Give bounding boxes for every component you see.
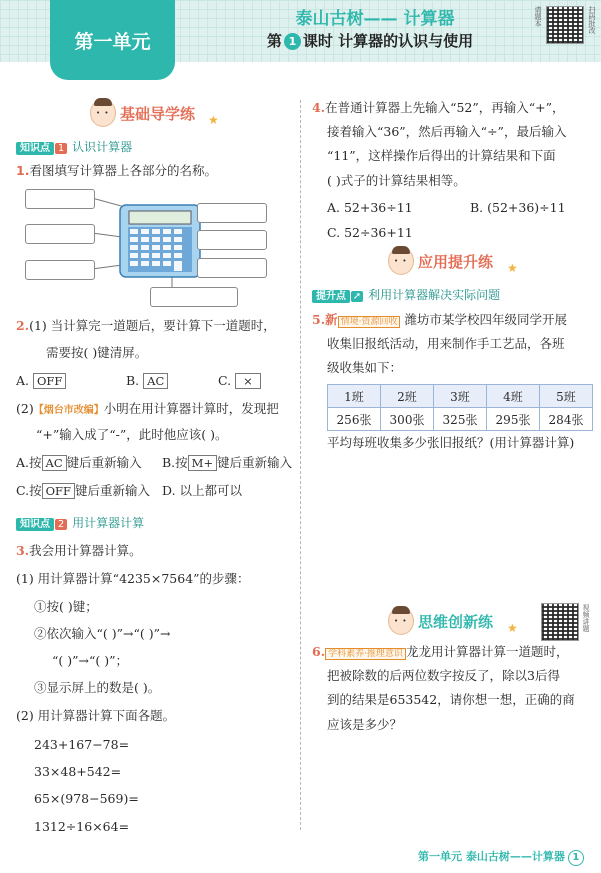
table-cell: 295张 [487,408,540,431]
star-icon: ★ [507,621,518,635]
label-blank-6[interactable] [197,258,267,278]
unit-tab: 第一单元 [50,0,175,80]
q4-option-b[interactable]: B. (52+36)÷11 [470,200,566,215]
star-icon: ★ [507,261,518,275]
newspaper-table [327,384,593,431]
q3-step3: ③显示屏上的数是( )。 [34,680,161,695]
table-cell: 300张 [381,408,434,431]
baby-mascot-icon [90,99,116,127]
ac-key: AC [143,373,168,389]
video-qr-label: 视频讲题 [582,604,590,632]
knowledge-point-1 [16,136,132,155]
video-qr-code-icon[interactable] [541,603,579,641]
source-tag: 【烟台市改编】 [33,405,104,416]
q2-option-b[interactable]: B. AC [126,373,168,389]
star-icon: ★ [208,113,219,127]
question-4: 4.在普通计算器上先输入“52”，再输入“+”， [312,100,565,115]
q4-line3: “11”，这样操作后得出的计算结果和下面 [327,148,556,163]
section-think-heading: 思维创新练 [418,613,494,631]
q4-line4: ( )式子的计算结果相等。 [327,173,466,188]
knowledge-point-2: 知识点 2 用计算器计算 [16,512,144,531]
q5-line2: 收集旧报纸活动，用来制作手工艺品，各班 [327,336,565,351]
label-blank-7[interactable] [150,287,238,307]
question-1: 1.看图填写计算器上各部分的名称。 [16,163,217,178]
label-blank-3[interactable] [25,260,95,280]
table-cell: 256张 [328,408,381,431]
q4-option-a[interactable]: A. 52+36÷11 [327,200,413,215]
expression-3: 65×(978−569)= [34,791,139,806]
q2-2-option-b[interactable]: B.按 M+ 键后重新输入 [162,455,293,470]
m-plus-key: M+ [188,455,217,471]
q6-line3: 到的结果是653542，请你想一想，正确的商 [327,692,575,707]
off-key: OFF [42,483,75,499]
q3-part2: (2) 用计算器计算下面各题。 [16,708,176,723]
kp-number: 1 [55,143,67,154]
q5-question: 平均每班收集多少张旧报纸？(用计算器计算) [327,435,575,450]
new-badge: 新 [325,312,338,327]
q4-option-c[interactable]: C. 52÷36+11 [327,225,413,240]
expression-1: 243+167−78= [34,737,130,752]
table-cell: 284张 [540,408,593,431]
table-header-cell: 2班 [381,385,434,408]
q3-step2: ②依次输入“( )”→“( )”→ [34,626,171,641]
arrow-icon: ➚ [352,291,362,302]
table-header-cell: 1班 [328,385,381,408]
q4-line2: 接着输入“36”，然后再输入“÷”，最后输入 [327,124,567,139]
multiply-key: × [235,373,261,389]
kp-text: 认识计算器 [72,140,133,154]
ac-key: AC [42,455,67,471]
q2-2-option-c[interactable]: C.按 OFF 键后重新输入 [16,483,150,498]
q3-part1: (1) 用计算器计算“4235×7564”的步骤： [16,571,250,586]
table-header-row [328,385,593,408]
question-2-part1: 2.(1) 当计算完一道题后，要计算下一道题时， [16,318,276,333]
series-title: 泰山古树—— 计算器 [295,9,455,29]
table-header-cell: 3班 [434,385,487,408]
q6-line4: 应该是多少？ [327,717,403,732]
context-tag: 情境·资源回收 [338,316,401,328]
section-basic-heading: 基础导学练 [120,105,196,123]
expression-2: 33×48+542= [34,764,122,779]
off-key: OFF [33,373,66,389]
lesson-title: 第 1 课时 计算器的认识与使用 [266,32,474,50]
label-blank-5[interactable] [197,230,267,250]
table-header-cell: 5班 [540,385,593,408]
table-row [328,408,593,431]
improvement-point: 提升点 ➚ 利用计算器解决实际问题 [312,284,500,303]
section-apply-heading: 应用提升练 [418,253,494,271]
kp-tag: 知识点 [16,142,54,155]
label-blank-4[interactable] [197,203,267,223]
lesson-number-badge: 1 [284,33,301,50]
label-blank-2[interactable] [25,224,95,244]
question-3: 3.我会用计算器计算。 [16,543,142,558]
q2-2-option-a[interactable]: A.按 AC 键后重新输入 [16,455,142,470]
qr-code-icon[interactable] [546,6,584,44]
calculator-diagram [22,185,282,310]
literacy-tag: 学科素养·推理意识 [325,648,406,660]
question-5: 5.新 情境·资源回收 潍坊市某学校四年级同学开展 [312,312,567,327]
q2-2-option-d[interactable]: D. 以上都可以 [162,483,243,498]
table-header-cell: 4班 [487,385,540,408]
question-6: 6. 学科素养·推理意识 龙龙用计算器计算一道题时， [312,644,569,659]
expression-4: 1312÷16×64= [34,819,130,834]
footer: 第一单元 泰山古树——计算器 1 [418,848,584,866]
qr-left-label: 请题本 [534,6,542,27]
q6-line2: 把被除数的后两位数字按反了，除以3后得 [327,668,560,683]
question-2-part2: (2)【烟台市改编】小明在用计算器计算时，发现把 [16,401,279,416]
q3-step1: ①按( )键； [34,599,98,614]
q3-step2-cont: “( )”→“( )”； [52,653,128,668]
q5-line3: 级收集如下： [327,360,403,375]
column-divider [300,100,301,830]
q2-option-a[interactable]: A. OFF [16,373,66,389]
page-number: 1 [568,850,584,866]
question-2-part1-line2: 需要按( )键清屏。 [46,345,148,360]
qr-right-label: 扫码批改 [588,6,596,34]
question-2-part2-line2: “+”输入成了“-”，此时他应该( )。 [36,427,228,442]
table-cell: 325张 [434,408,487,431]
baby-mascot-icon [388,247,414,275]
baby-mascot-icon [388,607,414,635]
label-blank-1[interactable] [25,189,95,209]
q2-option-c[interactable]: C. × [218,373,261,389]
